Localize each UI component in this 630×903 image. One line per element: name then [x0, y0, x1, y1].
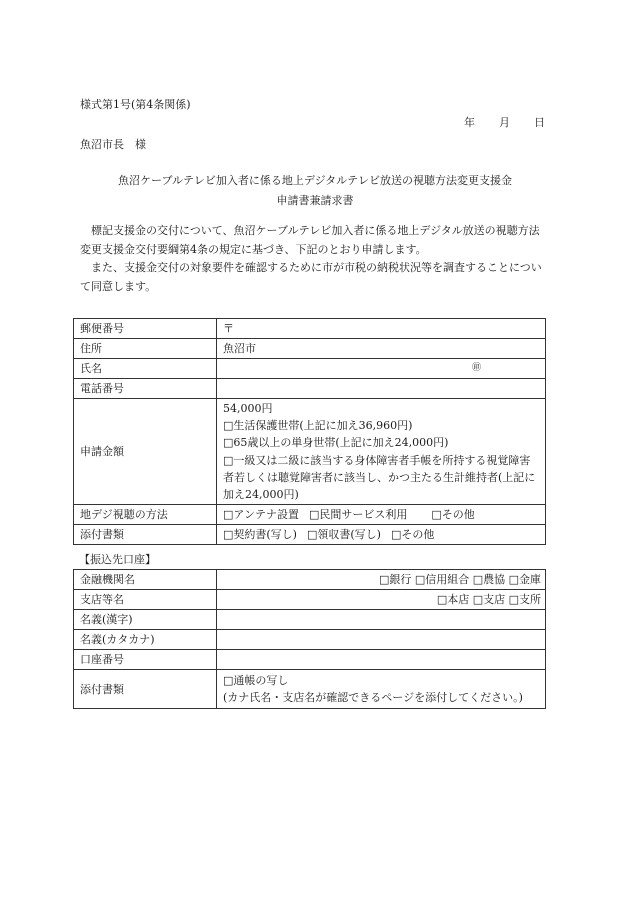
- institution-label: 金融機関名: [74, 570, 217, 590]
- table-row: [74, 399, 546, 505]
- body-paragraph-2: また、支援金交付の対象要件を確認するために市が市税の納税状況等を調査することについて同意します。: [80, 261, 542, 293]
- kanji-name-field[interactable]: [217, 610, 546, 630]
- phone-label: 電話番号: [74, 379, 217, 399]
- method-options: [217, 505, 546, 525]
- bank-attach-note: (カナ氏名・支店名が確認できるページを添付してください。): [223, 691, 523, 704]
- form-number: 様式第1号(第4条関係): [80, 98, 191, 111]
- bank-attach-label: 添付書類: [74, 670, 217, 709]
- bank-attach-passbook[interactable]: □通帳の写し: [223, 674, 289, 687]
- kana-name-label: 名義(カタカナ): [74, 630, 217, 650]
- name-label: 氏名: [74, 359, 217, 379]
- address-label: 住所: [74, 339, 217, 359]
- body-paragraph-1: 標記支援金の交付について、魚沼ケーブルテレビ加入者に係る地上デジタル放送の視聴方法変更支援金交付要綱第4条の規定に基づき、下記のとおり申請します。: [80, 224, 540, 256]
- account-number-label: 口座番号: [74, 650, 217, 670]
- method-option-antenna[interactable]: □アンテナ設置: [223, 508, 299, 522]
- postal-field[interactable]: 〒: [217, 319, 546, 339]
- method-label: 地デジ視聴の方法: [74, 505, 217, 525]
- account-number-field[interactable]: [217, 650, 546, 670]
- date-line: [464, 114, 545, 130]
- bank-attach-field: [217, 670, 546, 709]
- date-year: 年: [464, 116, 475, 129]
- amount-field: [217, 399, 546, 505]
- institution-options[interactable]: □銀行 □信用組合 □農協 □金庫: [217, 570, 546, 590]
- attach-options: [217, 525, 546, 545]
- bank-section-title: 【振込先口座】: [79, 553, 156, 566]
- attach-label: 添付書類: [74, 525, 217, 545]
- date-month: 月: [499, 116, 510, 129]
- amount-option-welfare[interactable]: □生活保護世帯(上記に加え36,960円): [223, 419, 413, 433]
- date-day: 日: [534, 116, 545, 129]
- table-row: [74, 525, 546, 545]
- attach-option-receipt[interactable]: □領収書(写し): [306, 528, 381, 542]
- postal-label: 郵便番号: [74, 319, 217, 339]
- table-row: [74, 379, 546, 399]
- amount-option-single-elderly[interactable]: □65歳以上の単身世帯(上記に加え24,000円): [223, 436, 449, 450]
- branch-options[interactable]: □本店 □支店 □支所: [217, 590, 546, 610]
- table-row: [74, 319, 546, 339]
- addressee: 魚沼市長 様: [80, 138, 146, 151]
- address-field[interactable]: 魚沼市: [217, 339, 546, 359]
- method-option-private-service[interactable]: □民間サービス利用: [308, 508, 408, 522]
- table-row: [74, 590, 546, 610]
- branch-label: 支店等名: [74, 590, 217, 610]
- kana-name-field[interactable]: [217, 630, 546, 650]
- method-option-other[interactable]: □その他: [431, 508, 475, 522]
- amount-label: 申請金額: [74, 399, 217, 505]
- table-row: [74, 359, 546, 379]
- name-field[interactable]: [217, 359, 546, 379]
- table-row: [74, 630, 546, 650]
- applicant-table: [73, 318, 546, 545]
- table-row: [74, 339, 546, 359]
- bank-table: [73, 569, 546, 709]
- phone-field[interactable]: [217, 379, 546, 399]
- document-title: 魚沼ケーブルテレビ加入者に係る地上デジタルテレビ放送の視聴方法変更支援金: [118, 174, 512, 187]
- table-row: [74, 610, 546, 630]
- kanji-name-label: 名義(漢字): [74, 610, 217, 630]
- body-text: [80, 222, 546, 296]
- document-subtitle: 申請書兼請求書: [276, 194, 354, 207]
- amount-option-disability[interactable]: □一級又は二級に該当する身体障害者手帳を所持する視覚障害者若しくは聴覚障害者に該当し、かつ主たる生計維持者(上記に加え24,000円): [223, 453, 536, 502]
- attach-option-other[interactable]: □その他: [390, 528, 435, 542]
- table-row: [74, 650, 546, 670]
- amount-base: 54,000円: [223, 402, 273, 415]
- table-row: [74, 505, 546, 525]
- table-row: [74, 670, 546, 709]
- seal-mark: ㊞: [471, 363, 481, 373]
- attach-option-contract[interactable]: □契約書(写し): [223, 528, 297, 542]
- table-row: [74, 570, 546, 590]
